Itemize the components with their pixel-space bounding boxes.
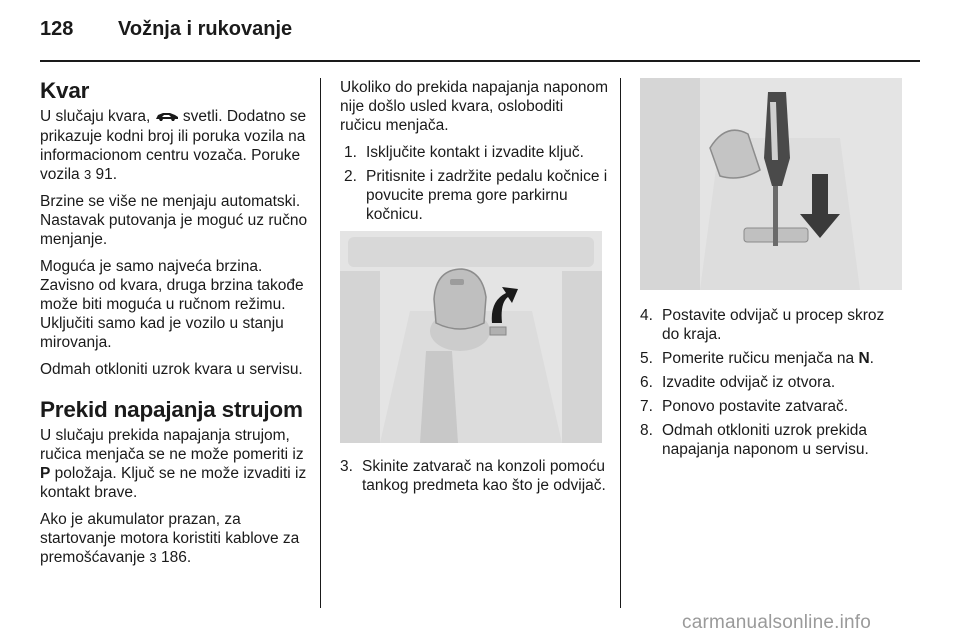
page-reference-link[interactable]: 186. — [160, 549, 192, 566]
page-reference-arrow-icon: 3 — [149, 550, 157, 565]
column-3 — [640, 78, 905, 464]
prekid-paragraph-1: U slučaju prekida napajanja strujom, ručica menjača se ne može pomeriti iz P položaja. Ključ se ne može izvaditi iz kontakt brave. — [40, 427, 307, 501]
list-item: 1. Isključite kontakt i izvadite ključ. — [344, 144, 584, 161]
header-rule — [40, 60, 920, 62]
page-number: 128 — [40, 18, 74, 40]
column-1 — [40, 78, 308, 575]
list-item: 5. Pomerite ručicu menjača na N. — [640, 350, 874, 367]
page-reference-arrow-icon: 3 — [83, 167, 92, 182]
column-divider — [620, 78, 621, 608]
list-item: 3. Skinite zatvarač na konzoli pomoću tankog predmeta kao što je odvijač. — [340, 458, 606, 494]
kvar-paragraph-4: Odmah otkloniti uzrok kvara u servisu. — [40, 361, 303, 378]
gear-console-illustration — [340, 231, 602, 443]
chapter-title: Vožnja i rukovanje — [118, 18, 293, 40]
section-title-prekid: Prekid napajanja strujom — [40, 397, 303, 422]
page-reference-link[interactable]: 91. — [95, 166, 118, 183]
list-item: 4. Postavite odvijač u procep skroz do kraja. — [640, 307, 885, 343]
steps-list-continued — [340, 457, 608, 495]
screwdriver-illustration — [640, 78, 902, 290]
list-item: 7. Ponovo postavite zatvarač. — [640, 398, 849, 415]
list-item: 6. Izvadite odvijač iz otvora. — [640, 374, 836, 391]
car-warning-icon — [155, 108, 179, 127]
page-header — [40, 18, 920, 48]
steps-list — [344, 143, 608, 224]
list-item: 8. Odmah otkloniti uzrok prekida napajanja naponom u servisu. — [640, 422, 869, 458]
steps-list — [640, 306, 905, 459]
intro-paragraph: Ukoliko do prekida napajanja naponom nije došlo usled kvara, osloboditi ručicu menjača. — [340, 79, 608, 134]
kvar-paragraph-3: Moguća je samo najveća brzina. Zavisno od kvara, druga brzina takođe može biti moguća u ručnom režimu. Uključiti samo kad je vozilo u stanju mirovanja. — [40, 258, 304, 351]
column-divider — [320, 78, 321, 608]
section-title-kvar: Kvar — [40, 78, 90, 103]
prekid-paragraph-2: Ako je akumulator prazan, za startovanje motora koristiti kablove za premošćavanje 3 186. — [40, 511, 300, 566]
list-item: 2. Pritisnite i zadržite pedalu kočnice i povucite prema gore parkirnu kočnicu. — [344, 168, 608, 223]
kvar-paragraph-1: U slučaju kvara, svetli. Dodatno se prikazuje kodni broj ili poruka vozila na informacionom centru vozača. Poruke vozila 3 91. — [40, 108, 307, 183]
watermark: carmanualsonline.info — [682, 612, 872, 633]
column-2 — [340, 78, 608, 500]
kvar-paragraph-2: Brzine se više ne menjaju automatski. Nastavak putovanja je moguć uz ručno menjanje. — [40, 193, 308, 248]
